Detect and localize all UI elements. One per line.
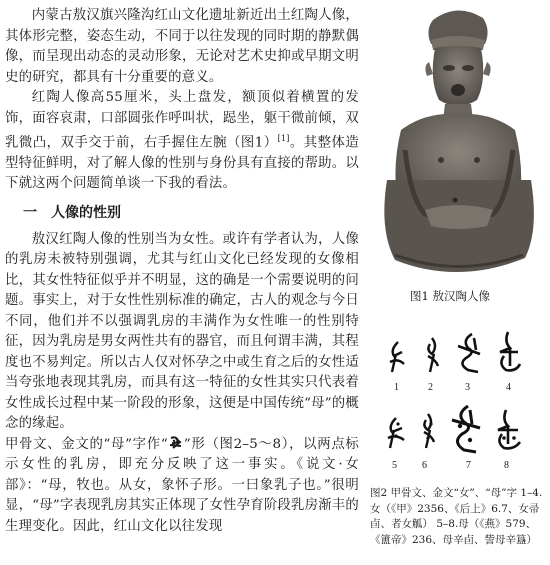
paragraph-mu-text: 甲骨文、金文的“母”字作“ [5,436,168,452]
paragraph-mu-text-end: ”形（图2–5～8），以两点标示女性的乳房，即充分反映了这一事实。《说文·女部》：“母，牧也。从女，象怀子形。一曰象乳子也。”很明显，“母”字表现乳房其实正体现了女性孕育阶段乳房渐丰的生理变化。因此，红山文化以往发现 [5,436,360,534]
section-number: 一 [23,204,37,221]
paragraph-gender: 敖汉红陶人像的性别当为女性。或许有学者认为，人像的乳房未被特别强调，尤其与红山文化已经发现的女像相比，其女性特征似乎并不明显，这的确是一个需要说明的问题。事实上，对于女性性别标准的确定，古人的观念与今日不同，他们并不以强调乳房的丰满作为女性唯一的性别特征，因为乳房是男女两性共有的器官，而且何谓丰满，其程度也不易判定。所以古人仅对怀孕之中或生育之后的女性适当夸张地表现其乳房，而具有这一特征的女性其实只代表着女性成长过程中某一阶段的形象，这便是中国传统“母”的概念的缘起。 [5,231,359,432]
pottery-figure-image [365,0,548,285]
figure-2-glyphs [378,322,548,482]
mu-glyph-icon [168,436,184,450]
glyph-number-8: 8 [504,460,509,471]
glyph-number-2: 2 [428,382,433,393]
section-title: 人像的性别 [51,204,121,221]
nu-glyph-4-icon [494,330,524,376]
mu-glyph-6-icon [418,412,440,452]
mu-glyph-8-icon [492,408,524,454]
footnote-ref[interactable]: [1] [277,134,290,143]
glyph-number-5: 5 [392,460,397,471]
nu-glyph-1-icon [386,340,408,376]
nu-glyph-3-icon [454,332,484,376]
glyph-number-7: 7 [466,460,471,471]
glyph-number-3: 3 [465,382,470,393]
mu-glyph-5-icon [384,416,408,452]
figure-1-statue [365,0,548,300]
figure-2-caption: 图2 甲骨文、金文“女”、“母”字 1–4.女（《甲》2356、《后上》6.7、女帚卣、者女觚） 5–8.母（《燕》579、《簠帝》236、母辛卣、訾母辛簋） [370,487,543,546]
paragraph-mu-character [5,435,359,538]
paragraph-description-text: 红陶人像高55厘米，头上盘发，额顶似着横置的发饰，面容哀肃，口部圆张作呼叫状，跽坐，躯干微前倾，双乳微凸，双手交于前，右手握住左腕（图1） [5,90,359,151]
paragraph-description [5,88,359,195]
mu-glyph-7-icon [448,404,484,456]
figure-1-caption: 图1 敖汉陶人像 [410,289,490,303]
section-heading [5,203,359,223]
glyph-number-6: 6 [422,460,427,471]
nu-glyph-2-icon [422,336,444,376]
article-text-column [5,6,359,537]
glyph-number-1: 1 [394,382,399,393]
paragraph-description-text-end: 。其整体造型特征鲜明，对了解人像的性别与身份具有直接的帮助。以下就这两个问题简单谈一下我的看法。 [5,135,359,192]
paragraph-intro: 内蒙古敖汉旗兴隆沟红山文化遗址新近出土红陶人像，其体形完整，姿态生动，不同于以往发现的同时期的静默偶像，而呈现出动态的灵动形象，无论对艺术史抑或早期文明史的研究，都具有十分重要的意义。 [5,8,359,85]
glyph-number-4: 4 [506,382,511,393]
